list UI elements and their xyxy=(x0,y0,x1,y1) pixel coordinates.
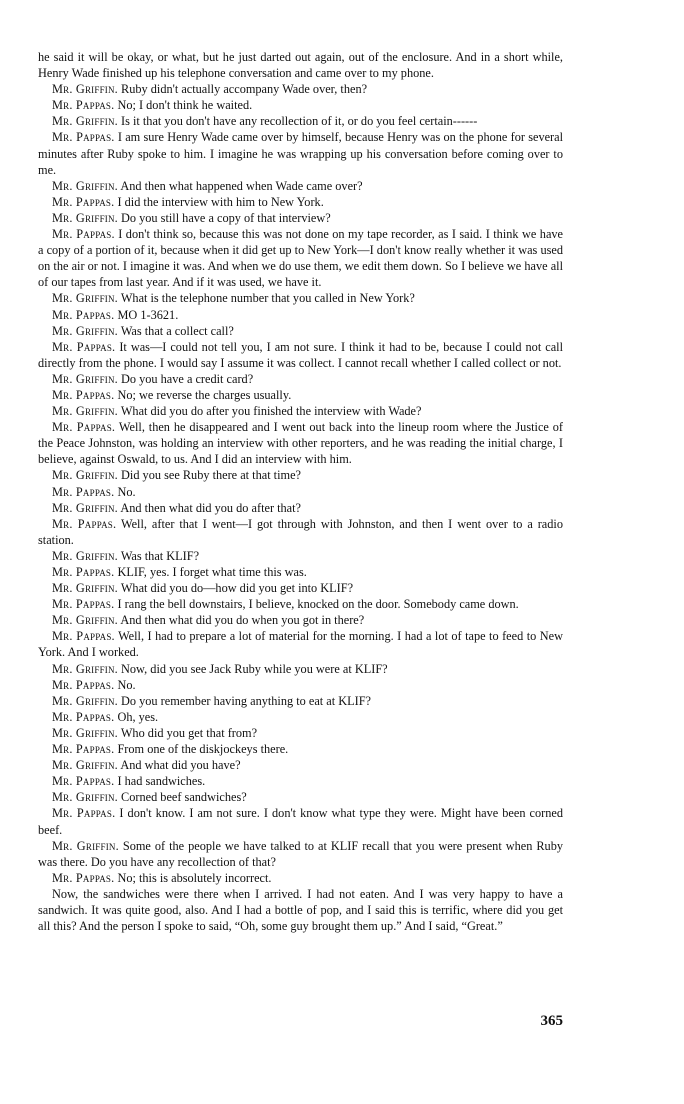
speaker-name: Mr. Griffin. xyxy=(52,725,118,740)
transcript-paragraph xyxy=(38,805,563,837)
transcript-paragraph xyxy=(38,210,563,226)
paragraph-text: And then what did you do when you got in there? xyxy=(120,613,365,628)
transcript-paragraph xyxy=(38,97,563,113)
speaker-name: Mr. Pappas. xyxy=(52,709,115,724)
speaker-name: Mr. Griffin. xyxy=(52,82,118,97)
transcript-paragraph xyxy=(38,516,563,548)
transcript-paragraph xyxy=(38,693,563,709)
paragraph-text: Was that KLIF? xyxy=(120,548,200,563)
speaker-name: Mr. Pappas. xyxy=(52,629,115,644)
paragraph-text: I had sandwiches. xyxy=(117,774,206,789)
speaker-name: Mr. Pappas. xyxy=(52,484,115,499)
transcript-paragraph xyxy=(38,194,563,210)
speaker-name: Mr. Pappas. xyxy=(52,98,115,113)
paragraph-text: From one of the diskjockeys there. xyxy=(117,742,289,757)
paragraph-text: I rang the bell downstairs, I believe, knocked on the door. Somebody came down. xyxy=(117,597,519,612)
paragraph-text: Corned beef sandwiches? xyxy=(121,790,247,805)
paragraph-text: Oh, yes. xyxy=(117,709,159,724)
speaker-name: Mr. Griffin. xyxy=(52,581,118,596)
transcript-paragraph xyxy=(38,548,563,564)
paragraph-text: he said it will be okay, or what, but he just darted out again, out of the enclosure. And in a short while, Henry Wade finished up his telephone conversation and came over to my phone. xyxy=(38,50,563,81)
transcript-paragraph xyxy=(38,178,563,194)
speaker-name: Mr. Griffin. xyxy=(52,291,118,306)
paragraph-text: No; I don't think he waited. xyxy=(117,98,253,113)
paragraph-text: What did you do after you finished the interview with Wade? xyxy=(120,404,422,419)
transcript-paragraph xyxy=(38,838,563,870)
transcript-paragraph xyxy=(38,870,563,886)
paragraph-text: No. xyxy=(117,484,136,499)
speaker-name: Mr. Pappas. xyxy=(52,516,117,531)
paragraph-text: Did you see Ruby there at that time? xyxy=(121,468,301,483)
transcript-paragraph xyxy=(38,484,563,500)
speaker-name: Mr. Pappas. xyxy=(52,227,115,242)
speaker-name: Mr. Griffin. xyxy=(52,468,118,483)
transcript-paragraph xyxy=(38,339,563,371)
transcript-paragraph xyxy=(38,773,563,789)
transcript-paragraph xyxy=(38,403,563,419)
transcript-paragraph xyxy=(38,129,563,177)
speaker-name: Mr. Pappas. xyxy=(52,307,115,322)
paragraph-text: Well, then he disappeared and I went out back into the lineup room where the Justice of the Peace Johnston, was holding an interview with other reporters, and he was reading the initial charge, I believe, against Oswald, to us. And I did an interview with him. xyxy=(38,420,564,467)
transcript-paragraph xyxy=(38,886,563,934)
paragraph-text: Is it that you don't have any recollection of it, or do you feel certain------ xyxy=(121,114,478,129)
paragraph-text: No; this is absolutely incorrect. xyxy=(117,870,272,885)
paragraph-text: No; we reverse the charges usually. xyxy=(117,387,292,402)
paragraph-text: Well, I had to prepare a lot of material for the morning. I had a lot of tape to feed to New York. And I worked. xyxy=(38,629,563,660)
transcript-paragraph xyxy=(38,612,563,628)
speaker-name: Mr. Pappas. xyxy=(52,774,115,789)
transcript-paragraph xyxy=(38,371,563,387)
paragraph-text: It was—I could not tell you, I am not sure. I think it had to be, because I could not call directly from the phone. I would say I assume it was collect. I cannot recall whether I called collect or not. xyxy=(38,339,563,370)
speaker-name: Mr. Pappas. xyxy=(52,870,115,885)
speaker-name: Mr. Griffin. xyxy=(52,613,118,628)
paragraph-text: I don't know. I am not sure. I don't know what type they were. Might have been corned beef. xyxy=(38,806,563,837)
paragraph-text: Some of the people we have talked to at KLIF recall that you were present when Ruby was there. Do you have any recollection of that? xyxy=(38,838,564,869)
speaker-name: Mr. Griffin. xyxy=(52,758,118,773)
speaker-name: Mr. Griffin. xyxy=(52,404,118,419)
speaker-name: Mr. Griffin. xyxy=(52,661,118,676)
transcript-paragraph xyxy=(38,113,563,129)
speaker-name: Mr. Griffin. xyxy=(52,114,118,129)
transcript-paragraph xyxy=(38,387,563,403)
speaker-name: Mr. Pappas. xyxy=(52,194,115,209)
speaker-name: Mr. Griffin. xyxy=(52,178,118,193)
transcript-paragraph xyxy=(38,741,563,757)
paragraph-text: Who did you get that from? xyxy=(120,725,258,740)
paragraph-text: Do you have a credit card? xyxy=(121,371,254,386)
paragraph-text: Now, did you see Jack Ruby while you were at KLIF? xyxy=(121,661,388,676)
transcript-paragraph xyxy=(38,725,563,741)
transcript-paragraph xyxy=(38,596,563,612)
transcript-paragraph xyxy=(38,789,563,805)
paragraph-text: Ruby didn't actually accompany Wade over, then? xyxy=(121,82,368,97)
page-number: 365 xyxy=(540,1013,563,1029)
paragraph-text: Do you still have a copy of that interview? xyxy=(121,210,331,225)
transcript-paragraph xyxy=(38,500,563,516)
speaker-name: Mr. Griffin. xyxy=(52,790,118,805)
paragraph-text: I did the interview with him to New York. xyxy=(117,194,324,209)
paragraph-text: No. xyxy=(117,677,136,692)
transcript-paragraph xyxy=(38,226,563,290)
speaker-name: Mr. Griffin. xyxy=(52,371,118,386)
speaker-name: Mr. Pappas. xyxy=(52,806,116,821)
paragraph-text: MO 1-3621. xyxy=(117,307,179,322)
speaker-name: Mr. Griffin. xyxy=(52,323,118,338)
speaker-name: Mr. Griffin. xyxy=(52,693,118,708)
paragraph-text: Do you remember having anything to eat at KLIF? xyxy=(121,693,371,708)
paragraph-text: And then what happened when Wade came over? xyxy=(120,178,363,193)
speaker-name: Mr. Pappas. xyxy=(52,597,115,612)
transcript-paragraph xyxy=(38,49,563,81)
transcript-paragraph xyxy=(38,290,563,306)
transcript-paragraph xyxy=(38,661,563,677)
speaker-name: Mr. Pappas. xyxy=(52,420,116,435)
speaker-name: Mr. Pappas. xyxy=(52,130,115,145)
speaker-name: Mr. Griffin. xyxy=(52,838,119,853)
testimony-transcript xyxy=(38,49,563,934)
transcript-paragraph xyxy=(38,628,563,660)
speaker-name: Mr. Pappas. xyxy=(52,387,115,402)
speaker-name: Mr. Griffin. xyxy=(52,500,118,515)
speaker-name: Mr. Griffin. xyxy=(52,548,118,563)
paragraph-text: I am sure Henry Wade came over by himself, because Henry was on the phone for several minutes after Ruby spoke to him. I imagine he was wrapping up his conversation before coming over to me. xyxy=(38,130,564,177)
transcript-paragraph xyxy=(38,307,563,323)
paragraph-text: Now, the sandwiches were there when I arrived. I had not eaten. And I was very happy to have a sandwich. It was quite good, also. And I had a bottle of pop, and I said this is terrific, where did you get all this? And the person I spoke to said, “Oh, some guy brought them up.” And I said, “Great.” xyxy=(38,886,563,934)
transcript-paragraph xyxy=(38,677,563,693)
speaker-name: Mr. Pappas. xyxy=(52,742,115,757)
transcript-paragraph xyxy=(38,81,563,97)
speaker-name: Mr. Pappas. xyxy=(52,677,115,692)
paragraph-text: And then what did you do after that? xyxy=(120,500,302,515)
transcript-paragraph xyxy=(38,323,563,339)
transcript-paragraph xyxy=(38,419,563,467)
paragraph-text: What did you do—how did you get into KLIF? xyxy=(120,581,354,596)
paragraph-text: Well, after that I went—I got through with Johnston, and then I went over to a radio station. xyxy=(38,516,563,547)
paragraph-text: Was that a collect call? xyxy=(120,323,234,338)
transcript-paragraph xyxy=(38,709,563,725)
speaker-name: Mr. Pappas. xyxy=(52,565,115,579)
transcript-paragraph xyxy=(38,564,563,580)
transcript-paragraph xyxy=(38,580,563,596)
speaker-name: Mr. Griffin. xyxy=(52,210,118,225)
paragraph-text: I don't think so, because this was not done on my tape recorder, as I said. I think we have a copy of a portion of it, because when it did get up to New York—I don't know really whether it was used on the air or not. I imagine it was. And when we do use them, we edit them down. So I believe we have all of our tapes from last year. And if it was used, we have it. xyxy=(38,227,564,290)
transcript-paragraph xyxy=(38,757,563,773)
transcript-paragraph xyxy=(38,467,563,483)
speaker-name: Mr. Pappas. xyxy=(52,339,116,354)
paragraph-text: What is the telephone number that you called in New York? xyxy=(120,291,415,306)
paragraph-text: And what did you have? xyxy=(120,758,241,773)
paragraph-text: KLIF, yes. I forget what time this was. xyxy=(117,565,307,579)
